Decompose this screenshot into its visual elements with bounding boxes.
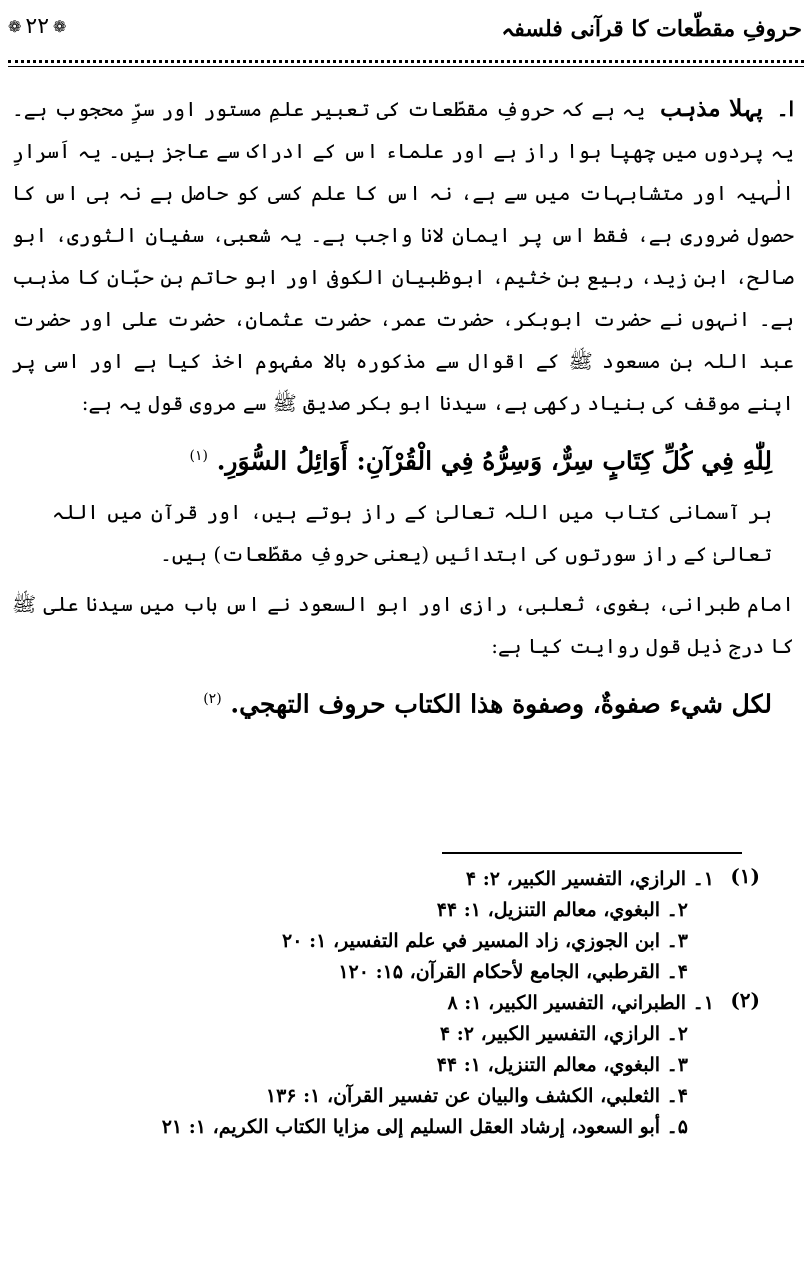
arabic-quote bbox=[12, 677, 772, 726]
arabic-quote bbox=[12, 434, 772, 483]
header-solid-rule bbox=[8, 66, 804, 67]
footnote-item: ۴۔ القرطبي، الجامع لأحكام القرآن، ۱۵: ۱۲۰ bbox=[338, 961, 688, 983]
footnote-item: ۲۔ البغوي، معالم التنزيل، ۱: ۴۴ bbox=[436, 899, 688, 921]
footnote-group bbox=[78, 864, 758, 988]
ornament-icon: ❁ bbox=[8, 17, 22, 36]
page-number-box bbox=[8, 14, 66, 39]
main-text bbox=[12, 88, 794, 727]
paragraph bbox=[12, 583, 794, 667]
section-heading: پہلا مذہب bbox=[660, 95, 763, 122]
running-header bbox=[0, 0, 812, 50]
arabic-quote-text: لكل شيء صفوةٌ، وصفوة هذا الكتاب حروف التهجي. bbox=[230, 689, 772, 719]
quote-translation: ہر آسمانی کتاب میں اللہ تعالیٰ کے راز ہوتے ہیں، اور قرآن میں اللہ تعالیٰ کے راز سورتوں کی ابتدائیں (یعنی حروفِ مقطّعات) ہیں۔ bbox=[52, 500, 772, 567]
footnote-label: (۲) bbox=[730, 988, 760, 1012]
footnote-item: ۱۔ الطبراني، التفسير الكبير، ۱: ۸ bbox=[447, 992, 714, 1014]
footnote-item: ۲۔ الرازي، التفسير الكبير، ۲: ۴ bbox=[439, 1023, 688, 1045]
footnote-label: (۱) bbox=[730, 864, 760, 888]
footnote-item: ۳۔ البغوي، معالم التنزيل، ۱: ۴۴ bbox=[436, 1054, 688, 1076]
footnote-reference: (۱) bbox=[189, 448, 208, 464]
section-number: ا۔ bbox=[776, 97, 794, 121]
page-number: ۲۲ bbox=[25, 14, 50, 39]
footnote-item: ۱۔ الرازي، التفسير الكبير، ۲: ۴ bbox=[465, 868, 714, 890]
footnote-rule bbox=[442, 852, 742, 854]
header-dotted-rule bbox=[8, 60, 804, 63]
arabic-quote-text: لِلّٰهِ فِي كُلِّ كِتَابٍ سِرٌّ، وَسِرُّهُ فِي الْقُرْآنِ: أَوَائِلُ السُّوَرِ. bbox=[216, 446, 772, 476]
footnote-item: ۴۔ الثعلبي، الكشف والبيان عن تفسير القرآن، ۱: ۱۳۶ bbox=[265, 1085, 688, 1107]
paragraph bbox=[12, 88, 794, 424]
paragraph-text: امام طبرانی، بغوی، ثعلبی، رازی اور ابو السعود نے اس باب میں سیدنا علی ﷺ کا درج ذیل قول روایت کیا ہے: bbox=[12, 592, 794, 659]
footnotes bbox=[78, 864, 758, 1143]
ornament-icon: ❁ bbox=[53, 17, 67, 36]
book-title: حروفِ مقطّعات کا قرآنی فلسفہ bbox=[501, 16, 802, 42]
footnote-item: ۵۔ أبو السعود، إرشاد العقل السليم إلى مزايا الكتاب الكريم، ۱: ۲۱ bbox=[161, 1116, 688, 1138]
footnote-item: ۳۔ ابن الجوزي، زاد المسير في علم التفسير، ۱: ۲۰ bbox=[282, 930, 688, 952]
paragraph-text: یہ ہے کہ حروفِ مقطّعات کی تعبیر علمِ مستور اور سرِّ محجوب ہے۔ یہ پردوں میں چھپا ہوا راز ہے اور علماء اس کے ادراک سے عاجز ہیں۔ یہ اَسرارِ الٰہیہ اور متشابہات میں سے ہے، نہ اس کا علم کسی کو حاصل ہے نہ ہی اس کا حصول ضروری ہے، فقط اس پر ایمان لانا واجب ہے۔ یہ شعبی، سفیان الثوری، ابو صالح، ابن زید، ربیع بن خثیم، ابوظبیان الکوفی اور ابو حاتم بن حبّان کا مذہب ہے۔ انہوں نے حضرت ابوبکر، حضرت عمر، حضرت عثمان، حضرت علی اور حضرت عبد اللہ بن مسعود ﷺ کے اقوال سے مذکورہ بالا مفہوم اخذ کیا ہے اور اسی پر اپنے موقف کی بنیاد رکھی ہے، سیدنا ابو بکر صدیق ﷺ سے مروی قول یہ ہے: bbox=[12, 97, 794, 415]
footnote-reference: (۲) bbox=[203, 691, 222, 708]
footnote-group bbox=[78, 988, 758, 1143]
